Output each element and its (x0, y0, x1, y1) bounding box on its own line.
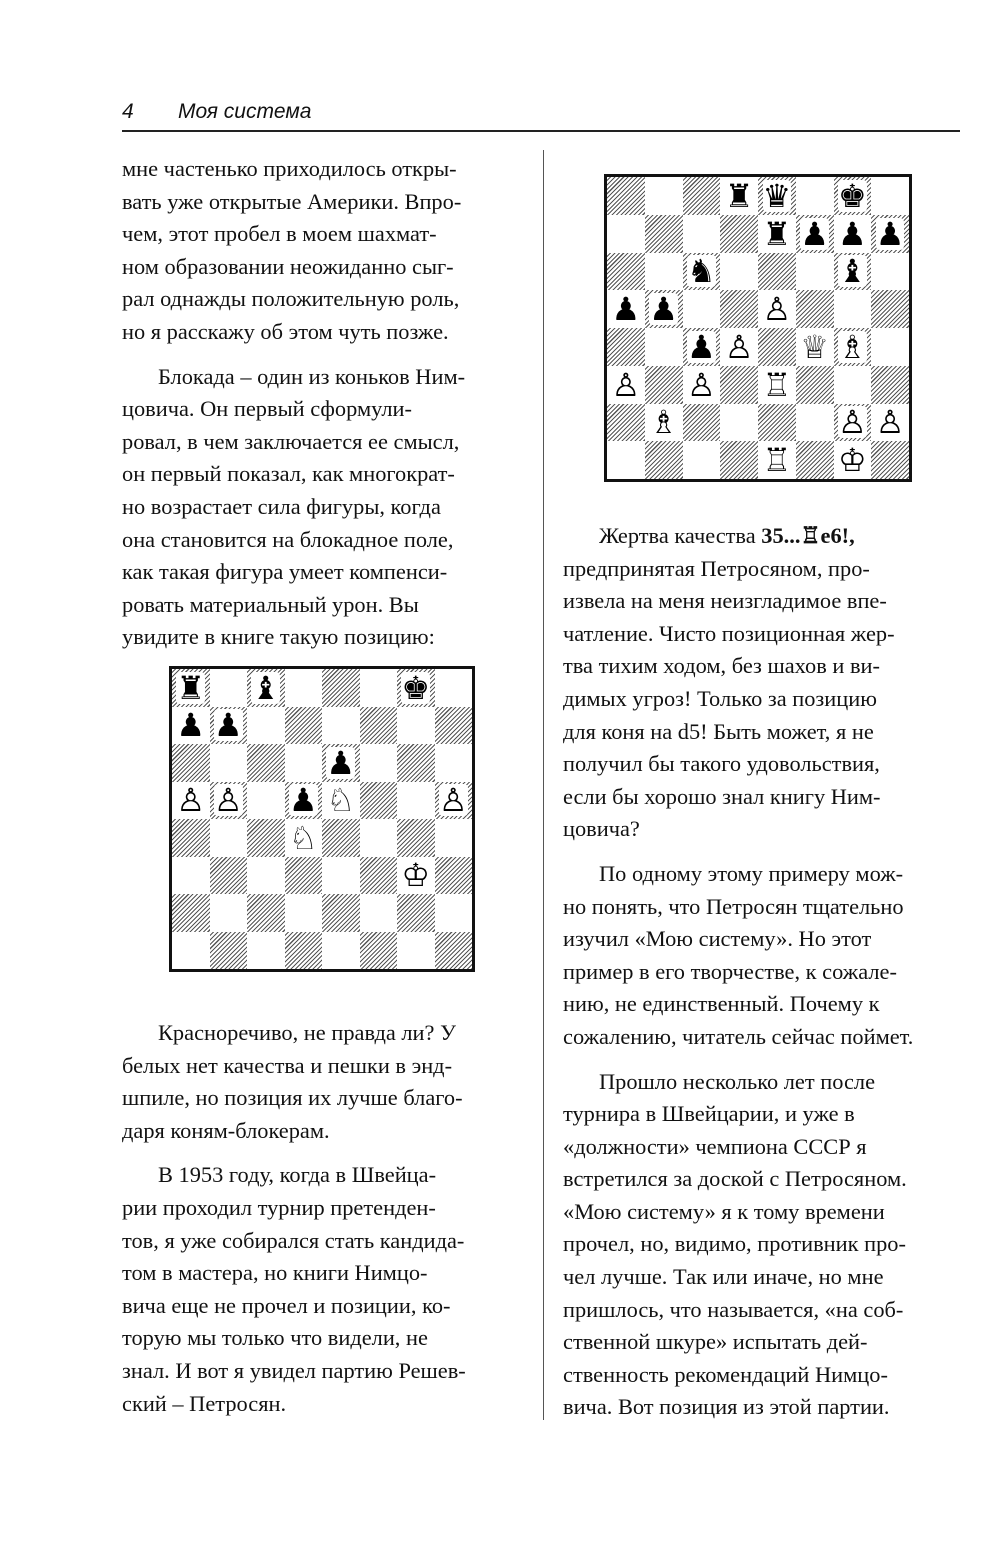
square-g3 (397, 857, 435, 895)
black-rook-piece: ♜ (724, 177, 754, 214)
square-c3 (683, 366, 721, 404)
square-f3 (360, 857, 398, 895)
square-c2 (247, 894, 285, 932)
text-line: извела на меня неизгладимое впе- (563, 588, 887, 614)
square-e3 (322, 857, 360, 895)
text-line: получил бы такого удовольствия, (563, 751, 880, 777)
square-g2 (397, 894, 435, 932)
paragraph (122, 153, 524, 349)
square-d4 (720, 328, 758, 366)
text-line: Блокада – один из коньков Ним- (158, 363, 466, 389)
text-line: она становится на блокадное поле, (122, 526, 454, 552)
square-b1 (210, 932, 248, 970)
square-e4 (322, 819, 360, 857)
white-bishop-piece: ♗ (838, 328, 867, 365)
text-line: как такая фигура умеет компенси- (122, 559, 448, 585)
black-pawn-piece: ♟ (800, 215, 829, 252)
square-f2 (360, 894, 398, 932)
black-rook-piece: ♜ (176, 669, 206, 706)
square-f1 (360, 932, 398, 970)
page-number: 4 (122, 100, 134, 123)
square-d7 (285, 707, 323, 745)
square-f3 (796, 366, 834, 404)
white-pawn-piece: ♙ (838, 404, 867, 441)
square-d8 (285, 669, 323, 707)
black-rook-piece: ♜ (762, 215, 792, 252)
text-line: прочел, но, видимо, противник про- (563, 1231, 906, 1257)
black-pawn-piece: ♟ (288, 782, 318, 819)
right-text (563, 520, 958, 1424)
square-h8 (435, 669, 473, 707)
square-h3 (871, 366, 909, 404)
white-pawn-piece: ♙ (875, 404, 905, 441)
square-c6 (247, 744, 285, 782)
square-g5 (834, 290, 872, 328)
square-a3 (172, 857, 210, 895)
white-knight-piece: ♘ (326, 782, 356, 819)
square-f2 (796, 404, 834, 442)
square-c1 (247, 932, 285, 970)
text-line: мне частенько приходилось откры- (122, 156, 457, 181)
text-line: торую мы только что видели, не (122, 1325, 428, 1351)
square-f5 (796, 290, 834, 328)
white-bishop-piece: ♗ (649, 404, 678, 441)
sacrifice-intro: Жертва качества (599, 523, 756, 548)
chess-diagram-2 (604, 174, 912, 482)
square-h3 (435, 857, 473, 895)
left-text-top (122, 153, 524, 654)
text-line: цовича. Он первый сформули- (122, 396, 412, 422)
square-b5 (210, 782, 248, 820)
square-h7 (871, 215, 909, 253)
square-h5 (871, 290, 909, 328)
square-f4 (796, 328, 834, 366)
black-pawn-piece: ♟ (213, 707, 243, 744)
text-line: но возрастает сила фигуры, когда (122, 493, 441, 519)
square-e8 (758, 177, 796, 215)
text-line: но я расскажу об этом чуть позже. (122, 318, 449, 344)
text-line: турнира в Швейцарии, и уже в (563, 1101, 855, 1127)
square-h2 (871, 404, 909, 442)
square-e8 (322, 669, 360, 707)
black-knight-piece: ♞ (687, 253, 716, 290)
square-f5 (360, 782, 398, 820)
square-h1 (435, 932, 473, 970)
square-e6 (758, 253, 796, 291)
square-d1 (720, 441, 758, 479)
square-h2 (435, 894, 473, 932)
square-f4 (360, 819, 398, 857)
white-pawn-piece: ♙ (213, 782, 243, 819)
black-bishop-piece: ♝ (251, 669, 281, 706)
black-pawn-piece: ♟ (176, 707, 206, 744)
square-b7 (645, 215, 683, 253)
book-title: Моя система (178, 100, 312, 123)
square-a8 (172, 669, 210, 707)
black-pawn-piece: ♟ (875, 215, 905, 252)
square-b4 (645, 328, 683, 366)
white-rook-piece: ♖ (762, 366, 792, 403)
white-rook-piece: ♖ (762, 442, 792, 479)
square-c8 (247, 669, 285, 707)
white-queen-piece: ♕ (800, 328, 829, 365)
black-pawn-piece: ♟ (838, 215, 867, 252)
square-b4 (210, 819, 248, 857)
square-b8 (210, 669, 248, 707)
square-e7 (322, 707, 360, 745)
text-line: чем, этот пробел в моем шахмат- (122, 221, 437, 247)
square-h5 (435, 782, 473, 820)
square-g4 (397, 819, 435, 857)
square-a6 (607, 253, 645, 291)
black-pawn-piece: ♟ (611, 291, 641, 328)
text-line: нию, не единственный. Почему к (563, 991, 880, 1017)
text-line: встретился за доской с Петросяном. (563, 1166, 907, 1192)
black-pawn-piece: ♟ (649, 291, 678, 328)
text-line: даря коням-блокерам. (122, 1117, 330, 1143)
white-pawn-piece: ♙ (611, 366, 641, 403)
text-line: предпринятая Петросяном, про- (563, 555, 870, 581)
square-e2 (322, 894, 360, 932)
square-g6 (834, 253, 872, 291)
square-b5 (645, 290, 683, 328)
text-line: Красноречиво, не правда ли? У (158, 1020, 456, 1045)
square-c4 (247, 819, 285, 857)
square-a4 (172, 819, 210, 857)
square-d3 (285, 857, 323, 895)
text-line: шпиле, но позиция их лучше благо- (122, 1085, 463, 1111)
square-h6 (871, 253, 909, 291)
square-g7 (397, 707, 435, 745)
text-line: тов, я уже собирался стать кандида- (122, 1227, 465, 1253)
white-knight-piece: ♘ (288, 819, 318, 856)
square-e4 (758, 328, 796, 366)
text-line: чел лучше. Так или иначе, но мне (563, 1264, 884, 1290)
text-line: он первый показал, как многократ- (122, 461, 455, 487)
text-line: ном образовании неожиданно сыг- (122, 253, 454, 279)
text-line: димых угроз! Только за позицию (563, 685, 877, 711)
text-line: ственной шкуре» испытать дей- (563, 1329, 868, 1355)
text-line: ровал, в чем заключается ее смысл, (122, 428, 460, 454)
paragraph-rest (563, 556, 895, 842)
white-pawn-piece: ♙ (438, 782, 468, 819)
square-h6 (435, 744, 473, 782)
square-d5 (720, 290, 758, 328)
square-b2 (210, 894, 248, 932)
white-king-piece: ♔ (838, 442, 867, 479)
square-a7 (607, 215, 645, 253)
square-c7 (247, 707, 285, 745)
square-h4 (871, 328, 909, 366)
square-a8 (607, 177, 645, 215)
square-c5 (683, 290, 721, 328)
white-pawn-piece: ♙ (687, 366, 716, 403)
paragraph (122, 361, 524, 654)
square-a1 (172, 932, 210, 970)
text-line: сожалению, читатель сейчас поймет. (563, 1023, 914, 1049)
text-line: вать уже открытые Америки. Впро- (122, 188, 462, 214)
left-text-bottom (122, 1017, 524, 1420)
square-f6 (796, 253, 834, 291)
square-d7 (720, 215, 758, 253)
text-line: тва тихим ходом, без шахов и ви- (563, 653, 880, 679)
square-c3 (247, 857, 285, 895)
square-h7 (435, 707, 473, 745)
square-c7 (683, 215, 721, 253)
text-line: ственность рекомендаций Нимцо- (563, 1361, 888, 1387)
square-f8 (360, 669, 398, 707)
text-line: вича еще не прочел и позиции, ко- (122, 1292, 451, 1318)
black-pawn-piece: ♟ (687, 328, 716, 365)
square-f8 (796, 177, 834, 215)
square-e7 (758, 215, 796, 253)
text-line: для коня на d5! Быть может, я не (563, 718, 874, 744)
square-g3 (834, 366, 872, 404)
black-pawn-piece: ♟ (326, 744, 356, 781)
square-g8 (834, 177, 872, 215)
square-d2 (285, 894, 323, 932)
square-c8 (683, 177, 721, 215)
square-g2 (834, 404, 872, 442)
paragraph (563, 1066, 958, 1425)
square-a6 (172, 744, 210, 782)
text-line: увидите в книге такую позицию: (122, 624, 435, 650)
white-pawn-piece: ♙ (176, 782, 206, 819)
text-line: рии проходил турнир претенден- (122, 1194, 436, 1220)
square-a2 (172, 894, 210, 932)
square-a7 (172, 707, 210, 745)
white-king-piece: ♔ (401, 857, 431, 894)
square-c2 (683, 404, 721, 442)
text-line: По одному этому примеру мож- (599, 860, 904, 886)
white-pawn-piece: ♙ (724, 328, 754, 365)
text-line: «Мою систему» я к тому времени (563, 1198, 885, 1224)
text-line: ровать материальный урон. Вы (122, 591, 419, 617)
text-line: пример в его творчестве, к сожале- (563, 958, 897, 984)
square-g4 (834, 328, 872, 366)
text-line: ский – Петросян. (122, 1390, 287, 1416)
square-g7 (834, 215, 872, 253)
square-e1 (758, 441, 796, 479)
square-d3 (720, 366, 758, 404)
square-e1 (322, 932, 360, 970)
square-h4 (435, 819, 473, 857)
square-b3 (645, 366, 683, 404)
paragraph (122, 1017, 524, 1147)
square-c1 (683, 441, 721, 479)
square-c6 (683, 253, 721, 291)
square-h1 (871, 441, 909, 479)
square-c5 (247, 782, 285, 820)
move-notation: 35...♖e6!, (761, 523, 855, 548)
text-line: изучил «Мою систему». Но этот (563, 926, 872, 952)
square-d5 (285, 782, 323, 820)
text-line: чатление. Чисто позиционная жер- (563, 620, 895, 646)
square-e5 (758, 290, 796, 328)
black-king-piece: ♚ (401, 669, 431, 706)
text-line: цовича? (563, 816, 640, 842)
text-line: «должности» чемпиона СССР я (563, 1133, 867, 1159)
paragraph (563, 520, 958, 846)
square-d2 (720, 404, 758, 442)
square-d8 (720, 177, 758, 215)
text-line: Прошло несколько лет после (599, 1068, 876, 1094)
square-f1 (796, 441, 834, 479)
square-e6 (322, 744, 360, 782)
square-a3 (607, 366, 645, 404)
black-king-piece: ♚ (838, 177, 867, 214)
square-b3 (210, 857, 248, 895)
square-b8 (645, 177, 683, 215)
square-g5 (397, 782, 435, 820)
square-g1 (397, 932, 435, 970)
square-b2 (645, 404, 683, 442)
square-d6 (720, 253, 758, 291)
paragraph (563, 858, 958, 1054)
square-a4 (607, 328, 645, 366)
text-line: том в мастера, но книги Нимцо- (122, 1260, 428, 1286)
square-g8 (397, 669, 435, 707)
white-pawn-piece: ♙ (762, 291, 792, 328)
square-b1 (645, 441, 683, 479)
running-header (122, 100, 960, 132)
text-line: рал однажды положительную роль, (122, 286, 460, 312)
text-line: вича. Вот позиция из этой партии. (563, 1394, 890, 1420)
square-h8 (871, 177, 909, 215)
square-g6 (397, 744, 435, 782)
square-g1 (834, 441, 872, 479)
square-a5 (172, 782, 210, 820)
black-bishop-piece: ♝ (838, 253, 867, 290)
square-e3 (758, 366, 796, 404)
square-d6 (285, 744, 323, 782)
square-d4 (285, 819, 323, 857)
text-line: знал. И вот я увидел партию Решев- (122, 1357, 466, 1383)
square-a2 (607, 404, 645, 442)
square-f7 (796, 215, 834, 253)
square-e2 (758, 404, 796, 442)
square-c4 (683, 328, 721, 366)
text-line: если бы хорошо знал книгу Ним- (563, 783, 881, 809)
chess-diagram-1 (169, 666, 475, 972)
square-d1 (285, 932, 323, 970)
square-b6 (645, 253, 683, 291)
text-line: В 1953 году, когда в Швейца- (158, 1162, 437, 1188)
paragraph (122, 1159, 524, 1420)
square-e5 (322, 782, 360, 820)
square-a1 (607, 441, 645, 479)
square-b6 (210, 744, 248, 782)
text-line: белых нет качества и пешки в энд- (122, 1052, 453, 1078)
text-line: но понять, что Петросян тщательно (563, 893, 904, 919)
column-divider (543, 150, 544, 1420)
text-line: пришлось, что называется, «на соб- (563, 1296, 904, 1322)
square-f7 (360, 707, 398, 745)
square-a5 (607, 290, 645, 328)
black-queen-piece: ♛ (762, 177, 792, 214)
square-f6 (360, 744, 398, 782)
square-b7 (210, 707, 248, 745)
